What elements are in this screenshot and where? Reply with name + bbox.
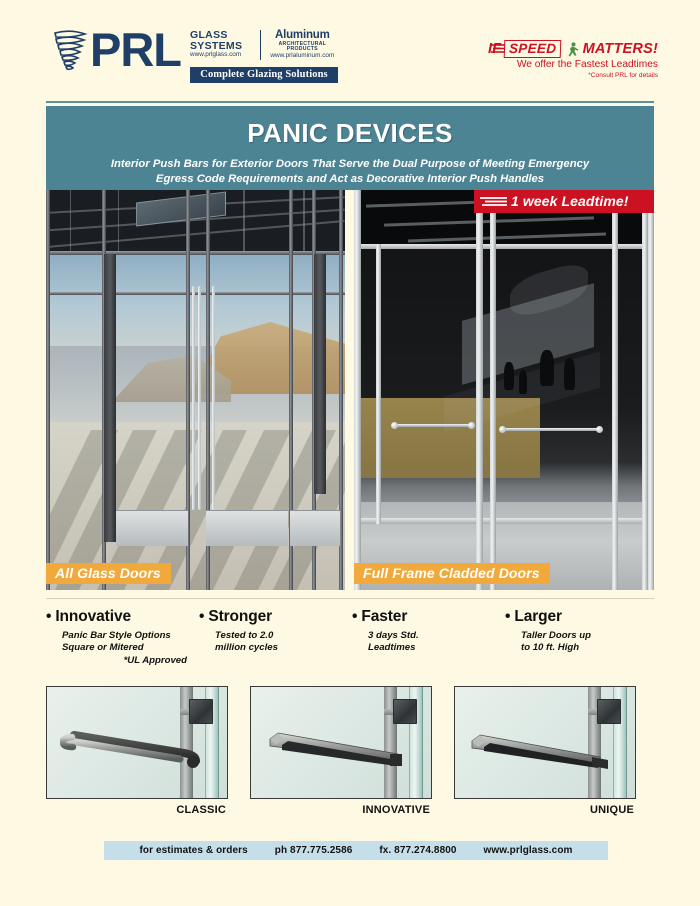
feature-description: Taller Doors up to 10 ft. High — [521, 630, 592, 654]
ceiling — [46, 190, 345, 252]
feature-faster — [352, 608, 505, 680]
glass-clamp — [597, 699, 621, 724]
speed-badge — [504, 40, 561, 58]
photo-all-glass-doors[interactable] — [46, 190, 345, 590]
banner-top-rule — [46, 101, 654, 103]
speed-footnote: *Consult PRL for details — [588, 72, 658, 79]
feature-larger — [505, 608, 658, 680]
speed-word: SPEED — [504, 40, 562, 58]
title-banner — [46, 106, 654, 190]
caption-all-glass-doors: All Glass Doors — [46, 563, 171, 584]
glass-systems-line2: SYSTEMS — [190, 39, 243, 52]
tapered-panic-bar-icon — [468, 727, 610, 771]
glass-systems-line1: GLASS — [190, 29, 228, 41]
storefront-scene — [46, 190, 345, 590]
product-label: CLASSIC — [176, 804, 226, 816]
cladded-door-scene — [354, 190, 654, 590]
tornado-icon — [52, 28, 88, 74]
bullet-icon: • — [352, 608, 358, 625]
speed-promo — [453, 40, 658, 79]
bullet-icon: • — [199, 608, 205, 625]
product-gallery — [46, 686, 658, 816]
prl-logo[interactable] — [52, 23, 338, 83]
photo-strip — [46, 190, 654, 590]
runner-icon — [566, 42, 579, 59]
logo-divider — [260, 30, 261, 60]
caption-full-frame-cladded-doors: Full Frame Cladded Doors — [354, 563, 550, 584]
logo-wordmark: PRL — [90, 23, 181, 76]
aluminum-line2: ARCHITECTURAL PRODUCTS — [278, 40, 327, 53]
feature-description: Tested to 2.0 million cycles — [215, 630, 278, 654]
banner-subtitle-line2: Egress Code Requirements and Act as Decorative Interior Push Handles — [155, 172, 545, 185]
feature-description: 3 days Std. Leadtimes — [368, 630, 419, 654]
glass-clamp — [189, 699, 213, 724]
product-image — [454, 686, 636, 799]
aluminum-url[interactable]: www.prlaluminum.com — [270, 52, 335, 60]
speed-matters-label: MATTERS! — [582, 41, 658, 57]
speed-subline: We offer the Fastest Leadtimes — [516, 59, 658, 70]
footer-fax: fx. 877.274.8800 — [379, 845, 457, 856]
banner-subtitle-line1: Interior Push Bars for Exterior Doors That Serve the Dual Purpose of Meeting Emergency — [110, 158, 590, 170]
bullet-icon: • — [505, 608, 511, 625]
page-header — [0, 0, 700, 100]
feature-note: *UL Approved — [123, 654, 187, 666]
speed-if-label: IF — [487, 41, 502, 57]
feature-title: • Larger — [505, 608, 562, 625]
feature-innovative — [46, 608, 199, 680]
product-unique[interactable] — [454, 686, 658, 816]
leadtime-label: 1 week Leadtime! — [511, 193, 629, 209]
feature-stronger — [199, 608, 352, 680]
features-row — [46, 608, 658, 680]
round-panic-bar-icon — [60, 727, 200, 771]
product-label: UNIQUE — [590, 804, 634, 816]
product-label: INNOVATIVE — [362, 804, 430, 816]
product-image — [250, 686, 432, 799]
leadtime-badge — [474, 190, 654, 213]
feature-title: • Stronger — [199, 608, 273, 625]
footer-phone[interactable]: ph 877.775.2586 — [274, 845, 353, 856]
logo-divisions — [190, 30, 338, 83]
features-top-rule — [46, 598, 654, 599]
product-image — [46, 686, 228, 799]
feature-title: • Faster — [352, 608, 408, 625]
footer-website[interactable]: www.prlglass.com — [483, 845, 573, 856]
page-title: PANIC DEVICES — [247, 118, 453, 148]
glass-clamp — [393, 699, 417, 724]
bullet-icon: • — [46, 608, 52, 625]
glass-url[interactable]: www.prlglass.com — [190, 51, 242, 59]
photo-full-frame-cladded-doors[interactable] — [354, 190, 654, 590]
square-panic-bar-icon — [264, 727, 406, 771]
feature-title: • Innovative — [46, 608, 131, 625]
product-classic[interactable] — [46, 686, 250, 816]
contact-footer — [104, 841, 608, 860]
push-bar-left-door — [394, 424, 472, 427]
footer-estimates-label: for estimates & orders — [139, 845, 248, 856]
logo-tagline: Complete Glazing Solutions — [190, 67, 338, 83]
feature-description: Panic Bar Style Options Square or Mitered *UL Approved — [46, 630, 193, 667]
aluminum-line1: Aluminum — [275, 29, 330, 41]
push-bar-right-door — [502, 428, 600, 431]
product-innovative[interactable] — [250, 686, 454, 816]
speed-streak-icon — [480, 196, 508, 207]
